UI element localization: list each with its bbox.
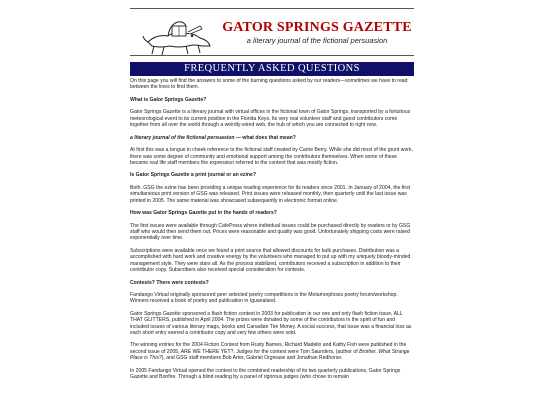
faq-question-2 (130, 135, 414, 141)
faq-answer-4b: Subscriptions were available once we found a print source that allowed discounts for bulk purchases. Distribution was a accomplished with hard work and creative energy by the volunteers who managed to put up with my uniquely bloody-minded management style. They were stars all. As the process stabilized, contributors received a subscription in addition to their contributor copy. Subscribers also received special consideration for contests. (130, 248, 411, 273)
faq-answer-5b: Gator Springs Gazette sponsored a flash fiction contest in 2003 for publication in our one and only flash fiction issue, ALL THAT GLITTERS, published in April 2004. The prizes were donated by some of the contributors in the spirit of fun and included issues of various literary mags, books and Canadian Tire Money. A social success, that issue was a financial loss as each short entry earned a contributor copy and very few others were sold. (130, 310, 412, 336)
header-top-rule (130, 8, 414, 9)
faq-content (130, 78, 414, 387)
faq-answer-2: At first this was a tongue in cheek reference to the fictional staff created by Carrie Berry. While she did most of the grunt work, there was some degree of community and emotional support among the contributors themselves. When some of these became real life staff members the expression referred to the content that was mostly fiction. (130, 147, 413, 166)
site-tagline: a literary journal of the fictional persuasion (246, 36, 388, 45)
faq-question-2-emphasis: a literary journal of the fictional persuasion (130, 134, 235, 141)
faq-question-1: What is Gator Springs Gazette? (130, 96, 207, 103)
faq-answer-4a: The first issues were available through CafePress where individual issues could be purchased directly by readers or by GSG staff who would then send them out. Prices were reasonable and quality was good. Unfortunately shipping costs were raised exponentially over time. (130, 222, 411, 242)
intro-text: On this page you will find the answers to some of the burning questions asked by our readers—sometimes we have to read between the lines to find them. (130, 78, 408, 91)
faq-answer-5c (130, 342, 414, 361)
faq-question-2-rest: — what does that mean? (234, 134, 296, 141)
site-title: GATOR SPRINGS GAZETTE (222, 20, 412, 35)
faq-answer-5a: Fandango Virtual originally sponsored peer selected poetry competitions in the Metamorphosis poetry forum/workshop. Winners received a book of poetry and publication in Iguanaland. (130, 292, 398, 305)
faq-question-4: How was Gator Springs Gazette put in the hands of readers? (130, 210, 277, 217)
faq-question-5: Contests? There were contests? (130, 279, 209, 286)
faq-answer-5c-pre: The winning entries for the 2004 Fiction Contest from Rusty Barnes, Richard Madelin and Kathy Fish were published in the second issue of 2005, ARE WE THERE YET?. Judges for the contest were Tom Saunders, (author of (130, 342, 407, 355)
header-bottom-rule (130, 55, 414, 56)
book-title: Brother, What Strange Place is This? (130, 348, 410, 362)
faq-answer-5c-post: ), and GSG staff members Bob Arter, Gabriel Orgrease and Jonathan Redhorse. (161, 355, 343, 362)
faq-answer-1: Gator Springs Gazette is a literary journal with virtual offices in the fictional town of Gator Springs, transported by a fortuitous meteorological event to its current position in the Florida Keys. Its very real volunteer staff and guest contributors come together from all over the world through a weirdly-wired web, the hub of which you are connected to right now. (130, 109, 411, 129)
faq-question-3: Is Gator Springs Gazette a print journal or an ezine? (130, 172, 256, 179)
faq-answer-3: Both. GSG the ezine has been providing a unique reading experience for its readers since 2001. In January of 2004, the first simultaneous print version of GSG was released. Print issues were released monthly, then quarterly until the last issue was printed in 2005. The same material was showcased subsequently in electronic format online. (130, 185, 411, 204)
faq-answer-5d: In 2005 Fandango Virtual opened the contest to the combined readership of its two quarterly publications, Gator Springs Gazette and Bonfire. Through a blind reading by a panel of rigorous judges (who chose to remain (130, 367, 401, 380)
page-banner: FREQUENTLY ASKED QUESTIONS (130, 62, 414, 76)
gator-reading-logo (142, 12, 214, 60)
